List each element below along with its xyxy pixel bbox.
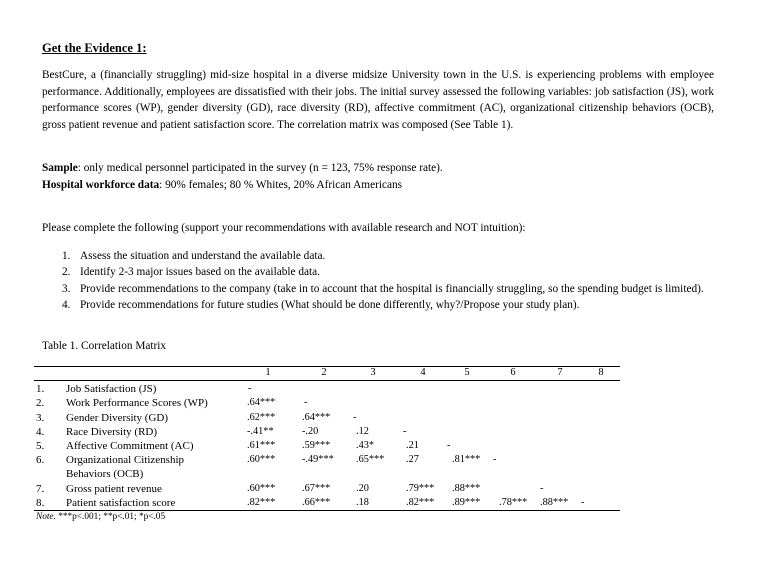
table-cell: .59*** (302, 440, 331, 451)
row-number: 6. (36, 454, 45, 466)
task-item (62, 281, 714, 297)
row-label (36, 453, 184, 482)
row-label-text: Gross patient revenue (66, 483, 162, 495)
row-label-text: Affective Commitment (AC) (66, 440, 194, 452)
table-cell: -.49*** (302, 454, 334, 465)
task-number: 2. (62, 266, 71, 279)
task-list (62, 248, 714, 313)
row-label (36, 482, 162, 496)
table-cell: .67*** (302, 483, 331, 494)
table-cell: .78*** (499, 497, 528, 508)
table-cell: .62*** (247, 412, 276, 423)
row-number: 2. (36, 397, 45, 409)
column-header-5: 5 (464, 367, 470, 378)
row-number: 5. (36, 440, 45, 452)
table-cell: .89*** (452, 497, 481, 508)
row-number: 4. (36, 426, 45, 438)
row-label-text: Work Performance Scores (WP) (66, 397, 208, 409)
row-label-text: Gender Diversity (GD) (66, 412, 169, 424)
table-cell: .64*** (247, 397, 276, 408)
row-label-text: Patient satisfaction score (66, 497, 176, 509)
row-label-continuation: Behaviors (OCB) (66, 468, 144, 481)
task-number: 4. (62, 298, 71, 311)
table-cell: -.41** (247, 426, 274, 437)
row-label (36, 439, 194, 453)
task-text: Provide recommendations for future studies (What should be done differently, why?/Propose your study plan). (80, 298, 580, 311)
instructions-line: Please complete the following (support your recommendations with available research and NOT intuition): (42, 222, 526, 234)
row-label (36, 382, 156, 396)
column-header-7: 7 (557, 367, 563, 378)
row-label-text: Organizational Citizenship (66, 454, 185, 466)
table-caption: Table 1. Correlation Matrix (42, 340, 167, 352)
table-cell: .82*** (247, 497, 276, 508)
table-cell: - (403, 426, 407, 437)
workforce-line: Hospital workforce data: 90% females; 80 % Whites, 20% African Americans (42, 179, 403, 191)
row-label-text: Race Diversity (RD) (66, 426, 158, 438)
table-cell: .88*** (452, 483, 481, 494)
table-cell: -.20 (302, 426, 319, 437)
row-label (36, 411, 168, 425)
table-cell: .60*** (247, 483, 276, 494)
sample-line: Sample: only medical personnel participated in the survey (n = 123, 75% response rate). (42, 162, 443, 174)
table-cell: .81*** (452, 454, 481, 465)
column-header-4: 4 (420, 367, 426, 378)
table-cell: .65*** (356, 454, 385, 465)
row-label (36, 496, 175, 510)
table-cell: .18 (356, 497, 369, 508)
task-text: Identify 2-3 major issues based on the available data. (80, 266, 320, 279)
table-cell: - (248, 383, 252, 394)
column-header-1: 1 (265, 367, 271, 378)
table-cell: - (493, 454, 497, 465)
table-cell: - (353, 412, 357, 423)
row-number: 8. (36, 497, 45, 509)
table-cell: .66*** (302, 497, 331, 508)
table-cell: - (304, 397, 308, 408)
column-header-8: 8 (598, 367, 604, 378)
table-cell: .12 (356, 426, 369, 437)
table-cell: - (447, 440, 451, 451)
table-cell: .79*** (406, 483, 435, 494)
table-cell: .20 (356, 483, 369, 494)
table-note: Note. ***p<.001; **p<.01; *p<.05 (36, 512, 166, 522)
table-cell: .60*** (247, 454, 276, 465)
section-heading: Get the Evidence 1: (42, 41, 147, 55)
task-item (62, 264, 714, 280)
row-number: 3. (36, 412, 45, 424)
row-label (36, 425, 157, 439)
task-number: 3. (62, 282, 71, 295)
table-cell: - (540, 483, 544, 494)
table-cell: .21 (406, 440, 419, 451)
table-cell: .61*** (247, 440, 276, 451)
table-cell: .43* (356, 440, 375, 451)
table-cell: .27 (406, 454, 419, 465)
table-header-rule (34, 380, 620, 381)
task-item (62, 248, 714, 264)
row-number: 7. (36, 483, 45, 495)
task-number: 1. (62, 250, 71, 262)
table-cell: .64*** (302, 412, 331, 423)
column-header-3: 3 (370, 367, 376, 378)
column-header-6: 6 (510, 367, 516, 378)
task-item (62, 297, 714, 313)
row-label-text: Job Satisfaction (JS) (66, 383, 157, 395)
table-cell: .88*** (540, 497, 569, 508)
column-header-2: 2 (321, 367, 327, 378)
row-number: 1. (36, 383, 45, 395)
intro-paragraph: BestCure, a (financially struggling) mid-size hospital in a diverse midsize University town in the U.S. is experiencing problems with employee performance. Additionally, employees are dissatisfied with their jobs. The initial survey assessed the following variables: job satisfaction (JS), work performance scores (WP), gender diversity (GD), race diversity (RD), affective commitment (AC), organizational citizenship behaviors (OCB), gross patient revenue and patient satisfaction score. The correlation matrix was composed (See Table 1). (42, 69, 714, 131)
task-text: Provide recommendations to the company (take in to account that the hospital is financially struggling, so the spending budget is limited). (80, 282, 704, 295)
row-label (36, 396, 208, 410)
task-text: Assess the situation and understand the available data. (80, 250, 326, 262)
table-cell: - (581, 497, 585, 508)
table-cell: .82*** (406, 497, 435, 508)
